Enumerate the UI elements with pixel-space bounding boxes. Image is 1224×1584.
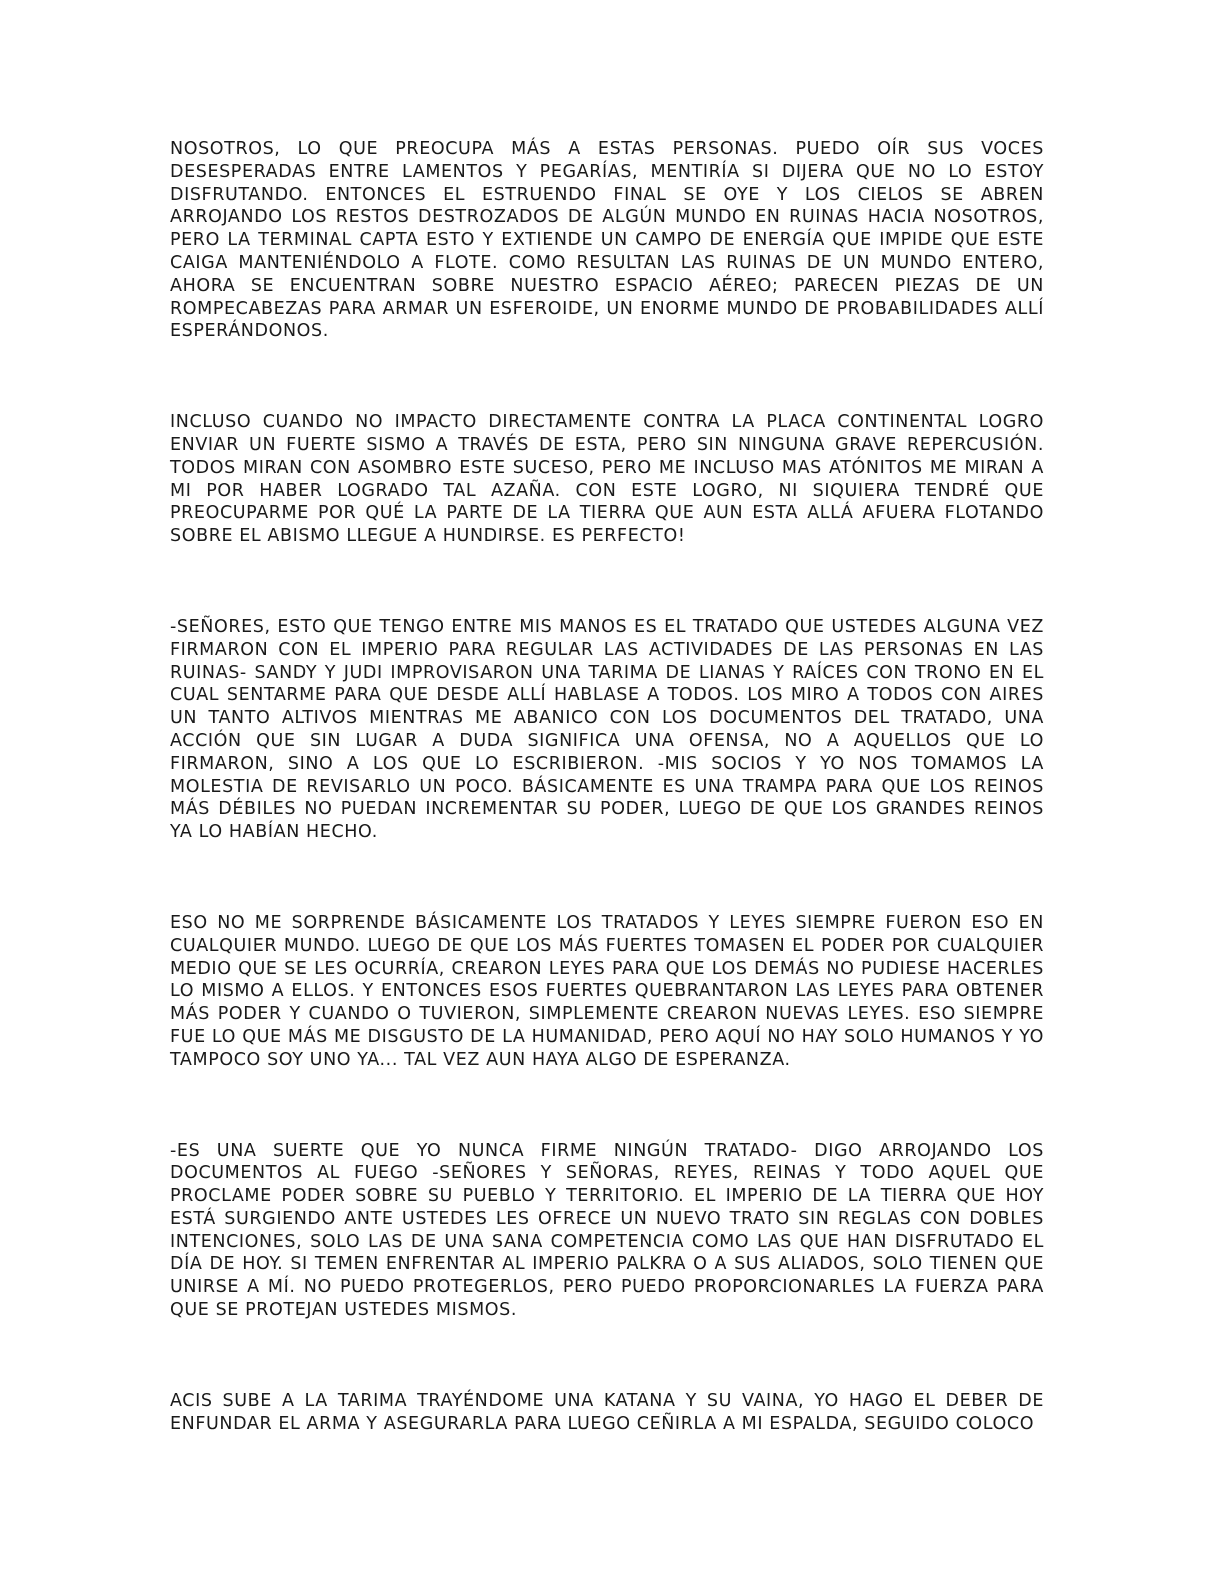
paragraph-3: -SEÑORES, ESTO QUE TENGO ENTRE MIS MANOS ES EL TRATADO QUE USTEDES ALGUNA VEZ FIRMARON CON EL IMPERIO PARA REGULAR LAS ACTIVIDADES DE LAS PERSONAS EN LAS RUINAS- SANDY Y JUDI IMPROVISARON UNA TARIMA DE LIANAS Y RAÍCES CON TRONO EN EL CUAL SENTARME PARA QUE DESDE ALLÍ HABLASE A TODOS. LOS MIRO A TODOS CON AIRES UN TANTO ALTIVOS MIENTRAS ME ABANICO CON LOS DOCUMENTOS DEL TRATADO, UNA ACCIÓN QUE SIN LUGAR A DUDA SIGNIFICA UNA OFENSA, NO A AQUELLOS QUE LO FIRMARON, SINO A LOS QUE LO ESCRIBIERON. -MIS SOCIOS Y YO NOS TOMAMOS LA MOLESTIA DE REVISARLO UN POCO. BÁSICAMENTE ES UNA TRAMPA PARA QUE LOS REINOS MÁS DÉBILES NO PUEDAN INCREMENTAR SU PODER, LUEGO DE QUE LOS GRANDES REINOS YA LO HABÍAN HECHO.: [170, 616, 1044, 843]
paragraph-5: -ES UNA SUERTE QUE YO NUNCA FIRME NINGÚN TRATADO- DIGO ARROJANDO LOS DOCUMENTOS AL FUEGO -SEÑORES Y SEÑORAS, REYES, REINAS Y TODO AQUEL QUE PROCLAME PODER SOBRE SU PUEBLO Y TERRITORIO. EL IMPERIO DE LA TIERRA QUE HOY ESTÁ SURGIENDO ANTE USTEDES LES OFRECE UN NUEVO TRATO SIN REGLAS CON DOBLES INTENCIONES, SOLO LAS DE UNA SANA COMPETENCIA COMO LAS QUE HAN DISFRUTADO EL DÍA DE HOY. SI TEMEN ENFRENTAR AL IMPERIO PALKRA O A SUS ALIADOS, SOLO TIENEN QUE UNIRSE A MÍ. NO PUEDO PROTEGERLOS, PERO PUEDO PROPORCIONARLES LA FUERZA PARA QUE SE PROTEJAN USTEDES MISMOS.: [170, 1140, 1044, 1321]
document-page: [170, 138, 1044, 1435]
paragraph-6: ACIS SUBE A LA TARIMA TRAYÉNDOME UNA KATANA Y SU VAINA, YO HAGO EL DEBER DE ENFUNDAR EL ARMA Y ASEGURARLA PARA LUEGO CEÑIRLA A MI ESPALDA, SEGUIDO COLOCO: [170, 1390, 1044, 1434]
paragraph-4: ESO NO ME SORPRENDE BÁSICAMENTE LOS TRATADOS Y LEYES SIEMPRE FUERON ESO EN CUALQUIER MUNDO. LUEGO DE QUE LOS MÁS FUERTES TOMASEN EL PODER POR CUALQUIER MEDIO QUE SE LES OCURRÍA, CREARON LEYES PARA QUE LOS DEMÁS NO PUDIESE HACERLES LO MISMO A ELLOS. Y ENTONCES ESOS FUERTES QUEBRANTARON LAS LEYES PARA OBTENER MÁS PODER Y CUANDO O TUVIERON, SIMPLEMENTE CREARON NUEVAS LEYES. ESO SIEMPRE FUE LO QUE MÁS ME DISGUSTO DE LA HUMANIDAD, PERO AQUÍ NO HAY SOLO HUMANOS Y YO TAMPOCO SOY UNO YA... TAL VEZ AUN HAYA ALGO DE ESPERANZA.: [170, 912, 1044, 1070]
paragraph-2: INCLUSO CUANDO NO IMPACTO DIRECTAMENTE CONTRA LA PLACA CONTINENTAL LOGRO ENVIAR UN FUERTE SISMO A TRAVÉS DE ESTA, PERO SIN NINGUNA GRAVE REPERCUSIÓN. TODOS MIRAN CON ASOMBRO ESTE SUCESO, PERO ME INCLUSO MAS ATÓNITOS ME MIRAN A MI POR HABER LOGRADO TAL AZAÑA. CON ESTE LOGRO, NI SIQUIERA TENDRÉ QUE PREOCUPARME POR QUÉ LA PARTE DE LA TIERRA QUE AUN ESTA ALLÁ AFUERA FLOTANDO SOBRE EL ABISMO LLEGUE A HUNDIRSE. ES PERFECTO!: [170, 412, 1044, 547]
paragraph-1: NOSOTROS, LO QUE PREOCUPA MÁS A ESTAS PERSONAS. PUEDO OÍR SUS VOCES DESESPERADAS ENTRE LAMENTOS Y PEGARÍAS, MENTIRÍA SI DIJERA QUE NO LO ESTOY DISFRUTANDO. ENTONCES EL ESTRUENDO FINAL SE OYE Y LOS CIELOS SE ABREN ARROJANDO LOS RESTOS DESTROZADOS DE ALGÚN MUNDO EN RUINAS HACIA NOSOTROS, PERO LA TERMINAL CAPTA ESTO Y EXTIENDE UN CAMPO DE ENERGÍA QUE IMPIDE QUE ESTE CAIGA MANTENIÉNDOLO A FLOTE. COMO RESULTAN LAS RUINAS DE UN MUNDO ENTERO, AHORA SE ENCUENTRAN SOBRE NUESTRO ESPACIO AÉREO; PARECEN PIEZAS DE UN ROMPECABEZAS PARA ARMAR UN ESFEROIDE, UN ENORME MUNDO DE PROBABILIDADES ALLÍ ESPERÁNDONOS.: [170, 139, 1044, 342]
